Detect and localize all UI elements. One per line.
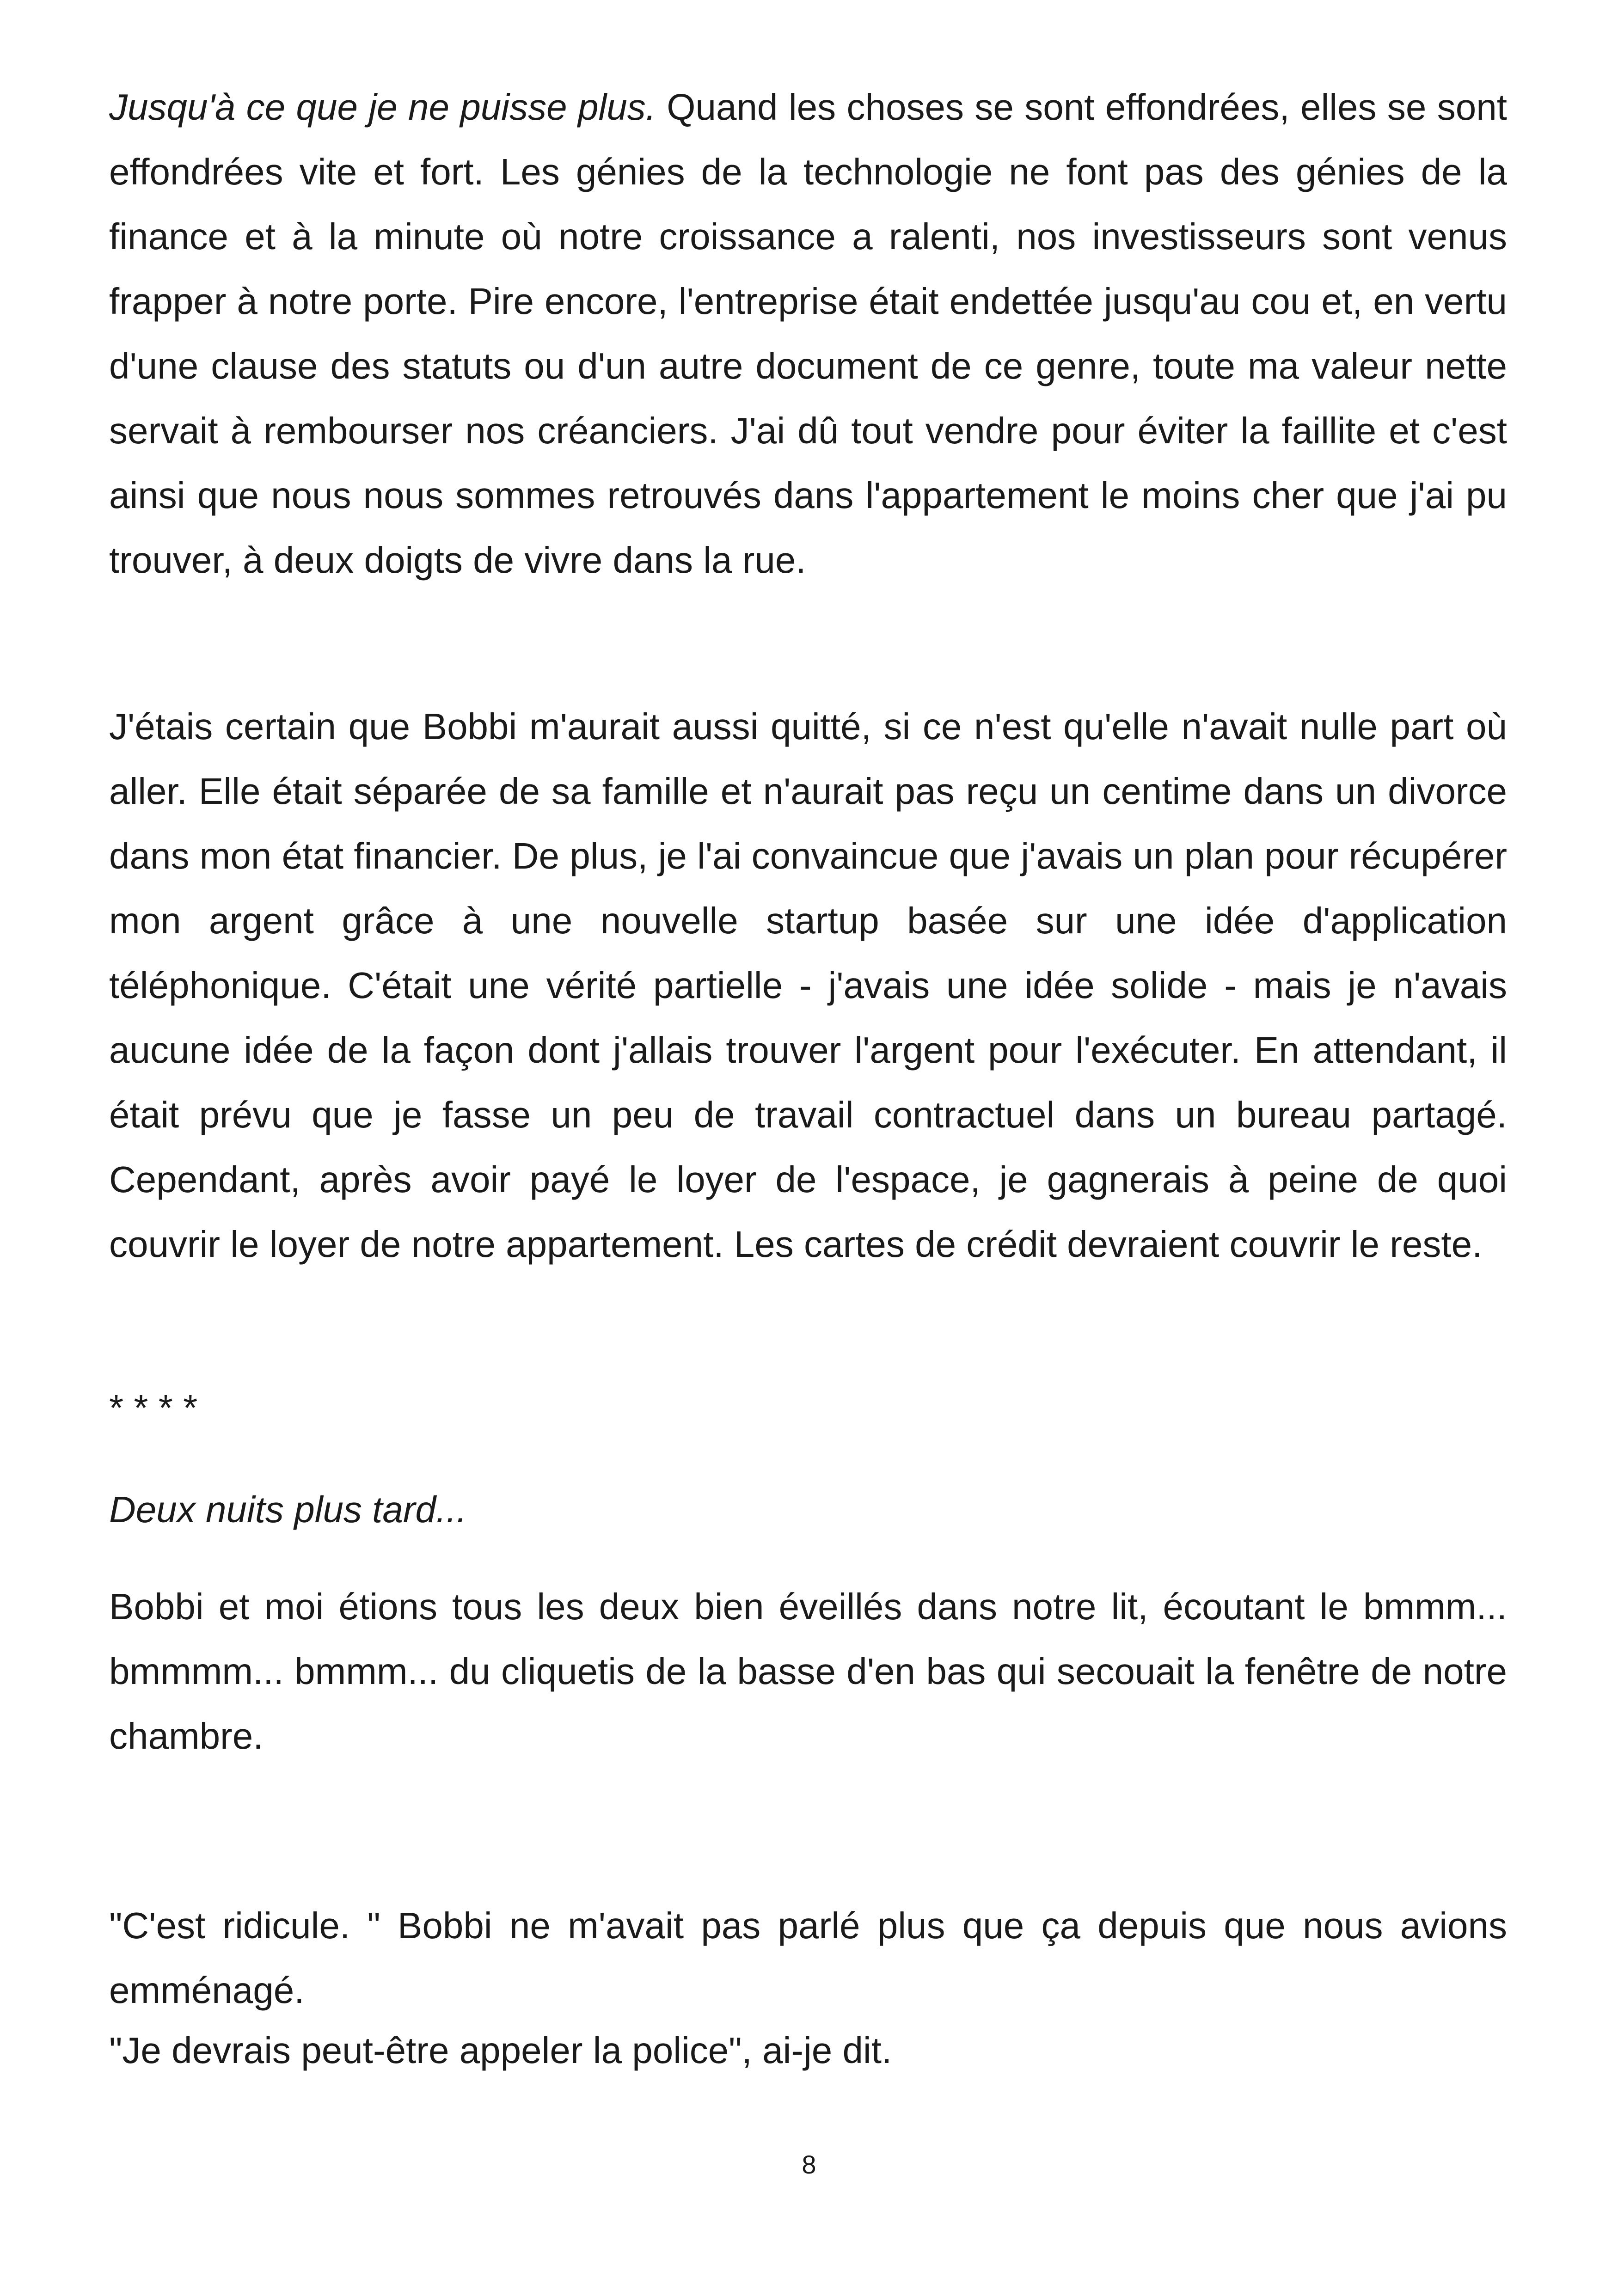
paragraph-1-italic-lead: Jusqu'à ce que je ne puisse plus. — [109, 86, 656, 128]
paragraph-4: "C'est ridicule. " Bobbi ne m'avait pas parlé plus que ça depuis que nous avions emménagé. — [109, 1905, 1507, 2011]
page-number: 8 — [802, 2150, 816, 2179]
paragraph-5: "Je devrais peut-être appeler la police", ai-je dit. — [109, 2030, 892, 2071]
scene-separator: * * * * — [109, 1387, 198, 1428]
paragraph-3: Bobbi et moi étions tous les deux bien éveillés dans notre lit, écoutant le bmmm... bmmmm... bmmm... du cliquetis de la basse d'en bas qui secouait la fenêtre de notre chambre. — [109, 1586, 1507, 1757]
paragraph-1 — [109, 75, 1507, 593]
paragraph-2: J'étais certain que Bobbi m'aurait aussi quitté, si ce n'est qu'elle n'avait nulle part où aller. Elle était séparée de sa famille et n'aurait pas reçu un centime dans un divorce dans mon état financier. De plus, je l'ai convaincue que j'avais un plan pour récupérer mon argent grâce à une nouvelle startup basée sur une idée d'application téléphonique. C'était une vérité partielle - j'avais une idée solide - mais je n'avais aucune idée de la façon dont j'allais trouver l'argent pour l'exécuter. En attendant, il était prévu que je fasse un peu de travail contractuel dans un bureau partagé. Cependant, après avoir payé le loyer de l'espace, je gagnerais à peine de quoi couvrir le loyer de notre appartement. Les cartes de crédit devraient couvrir le reste. — [109, 706, 1507, 1265]
scene-heading: Deux nuits plus tard... — [109, 1489, 467, 1530]
paragraph-1-text: Quand les choses se sont effondrées, elles se sont effondrées vite et fort. Les génies de la technologie ne font pas des génies de la finance et à la minute où notre croissance a ralenti, nos investisseurs sont venus frapper à notre porte. Pire encore, l'entreprise était endettée jusqu'au cou et, en vertu d'une clause des statuts ou d'un autre document de ce genre, toute ma valeur nette servait à rembourser nos créanciers. J'ai dû tout vendre pour éviter la faillite et c'est ainsi que nous nous sommes retrouvés dans l'appartement le moins cher que j'ai pu trouver, à deux doigts de vivre dans la rue. — [109, 86, 1507, 581]
